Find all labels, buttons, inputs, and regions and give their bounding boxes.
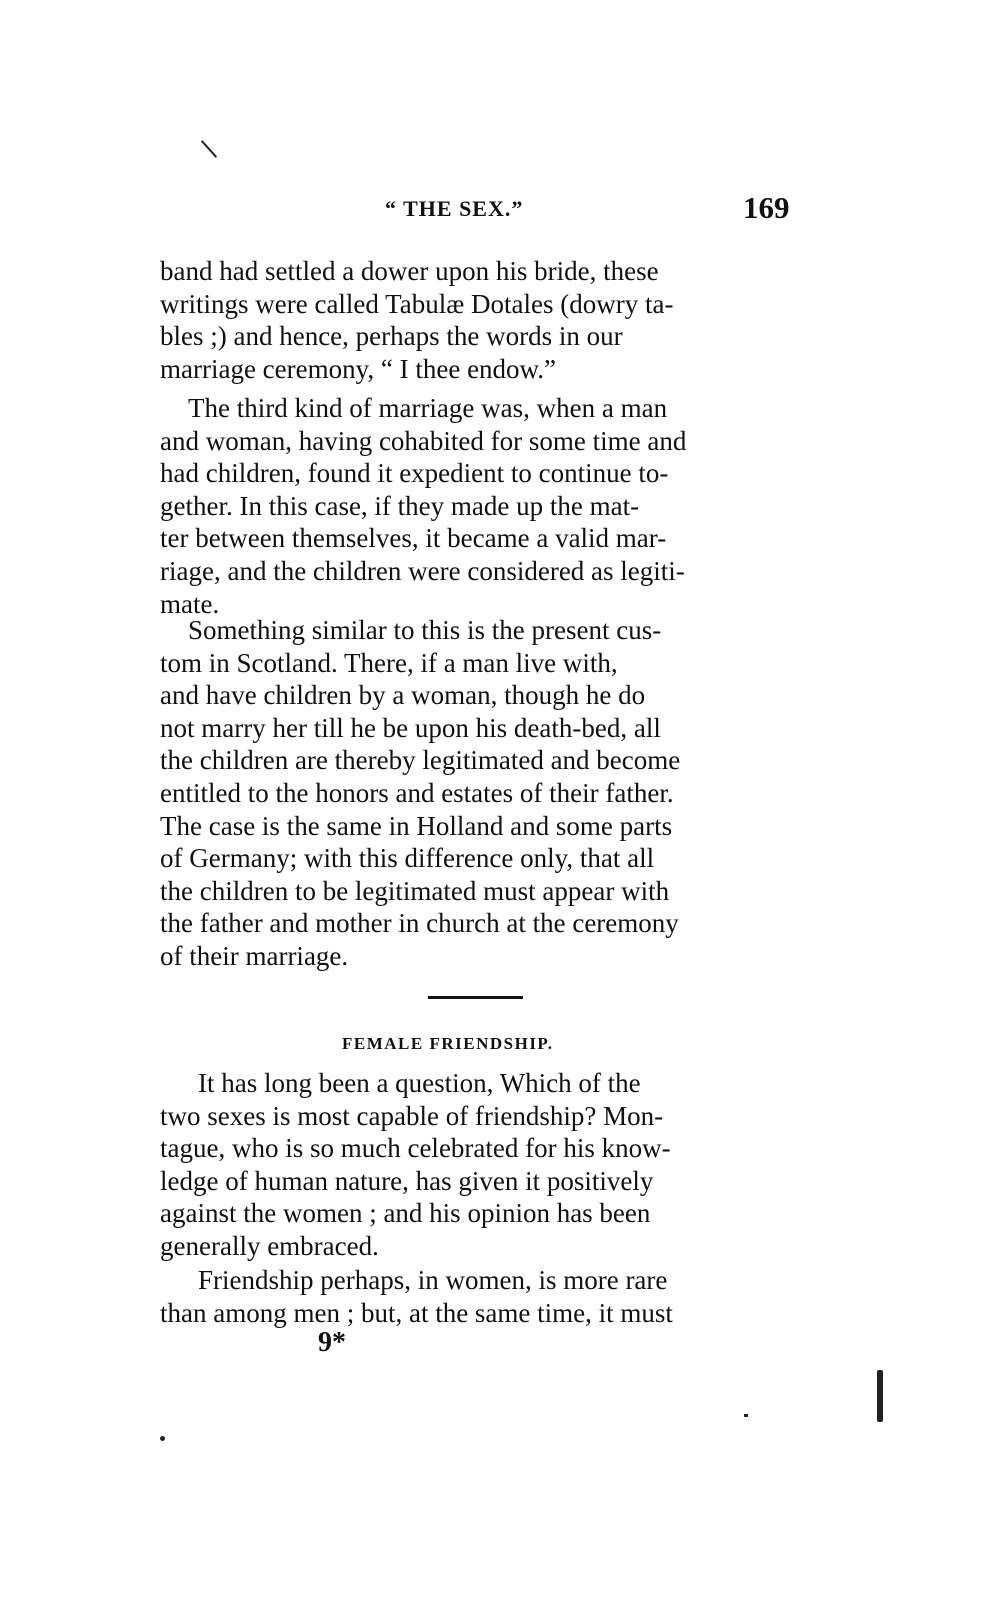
running-head: “ THE SEX.”: [385, 196, 524, 221]
scan-speck: [744, 1414, 748, 1417]
paragraph-friendship-question: It has long been a question, Which of the two sexes is most capable of friendship? Mon- tague, who is so much celebrated for his know- ledge of human nature, has given it positively against the women ; and his opinion has been generally embraced.: [160, 1068, 671, 1261]
paragraph-scotland-custom: Something similar to this is the present cus- tom in Scotland. There, if a man live with, and have children by a woman, though he do not marry her till he be upon his death-bed, all the children are thereby legitimated and become entitled to the honors and estates of their father. The case is the same in Holland and some parts of Germany; with this difference only, that all the children to be legitimated must appear with the father and mother in church at the ceremony of their marriage.: [160, 615, 681, 971]
scan-speck: [201, 140, 217, 158]
paragraph-third-kind-of-marriage: The third kind of marriage was, when a man and woman, having cohabited for some time and had children, found it expedient to continue to- gether. In this case, if they made up the mat- ter between themselves, it became a valid mar- riage, and the children were considered as legiti- mate.: [160, 393, 687, 619]
signature-mark: 9*: [318, 1327, 346, 1358]
scan-speck: [877, 1370, 883, 1422]
section-divider-rule: [428, 996, 523, 999]
paragraph-friendship-rare: Friendship perhaps, in women, is more rare than among men ; but, at the same time, it must: [160, 1265, 673, 1328]
paragraph-dower: band had settled a dower upon his bride, these writings were called Tabulæ Dotales (dowry ta- bles ;) and hence, perhaps the words in our marriage ceremony, “ I thee endow.”: [160, 256, 674, 384]
section-title: FEMALE FRIENDSHIP.: [342, 1034, 554, 1053]
page-number: 169: [743, 190, 790, 225]
scan-speck: [160, 1436, 165, 1441]
